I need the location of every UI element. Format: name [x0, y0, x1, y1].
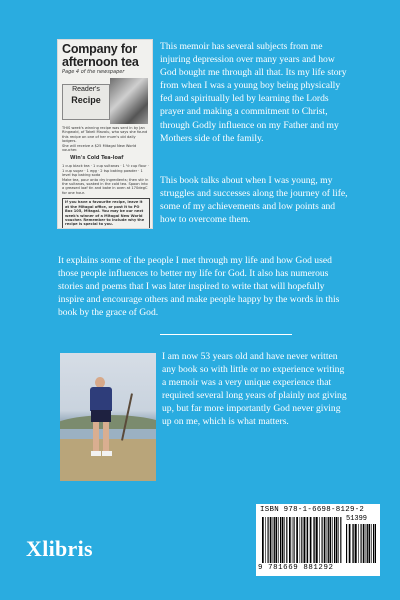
barcode-bar — [324, 517, 326, 563]
barcode-bar — [373, 524, 374, 563]
logo-line1: Reader's — [72, 86, 100, 93]
photo-person-shoe — [102, 451, 112, 456]
barcode-bar — [338, 517, 339, 563]
barcode-bar — [268, 517, 269, 563]
recipe-subhead: Win's Cold Tea-loaf — [70, 155, 124, 162]
photo-person-leg — [93, 422, 99, 452]
recipe-ingredients: 1 cup black tea · 1 cup sultanas · 1 ½ cup flour · 1 cup sugar · 1 egg · 2 tsp baking powder · 1 level tsp baking soda — [62, 164, 149, 178]
barcode-bar — [358, 524, 359, 563]
barcode-bar — [262, 517, 264, 563]
clipping-photo — [110, 78, 148, 124]
barcode-bar — [300, 517, 301, 563]
photo-person-shorts — [91, 410, 111, 422]
barcode-bar — [284, 517, 285, 563]
barcode-bar — [280, 517, 281, 563]
clipping-handwriting: Page 4 of the newspaper — [62, 69, 125, 75]
barcode-bar — [304, 517, 306, 563]
barcode-bar — [340, 517, 341, 563]
barcode-bar — [352, 524, 353, 563]
blurb-paragraph-2: This book talks about when I was young, my struggles and successes along the journey of life, some of my achievements and low points and how to overcome them. — [160, 175, 348, 226]
readers-recipe-logo — [62, 84, 110, 120]
clipping-title: Company for afternoon tea — [62, 42, 139, 69]
barcode-bar — [327, 517, 328, 563]
barcode-bar — [336, 517, 338, 563]
blurb-paragraph-1: This memoir has several subjects from me injuring depression over many years and how God bought me through all that. Its my life story from when I was a young boy being physically fed and spiritually led by learning the Lords prayer and making a commitment to Christ, through Godly influence on my Father and my Mothers side of the family. — [160, 41, 347, 144]
photo-person-shoe — [91, 451, 101, 456]
logo-line2: Recipe — [71, 95, 101, 105]
recipe-box-note: If you have a favourite recipe, leave it at the Mitagai office, or post it to PO Box 105, Mitagai. You may be our next week's winner of a Mitagai New World voucher. Remember to include why the recipe is special to you. — [62, 198, 150, 228]
barcode-bar — [369, 524, 371, 563]
barcode-bar — [270, 517, 272, 563]
clipping-body — [62, 126, 150, 228]
barcode-bar — [296, 517, 298, 563]
publisher-logo: Xlibris — [26, 536, 93, 561]
barcode-bar — [361, 524, 362, 563]
barcode-bar — [301, 517, 302, 563]
barcode-bar — [322, 517, 323, 563]
blurb-paragraph-3: It explains some of the people I met through my life and how God used those people influences to better my life for God. It also has numerous stories and poems that I was later inspired to write that will hopefully inspire and encourage others and make people happy by the words in this book by the grace of God. — [58, 255, 340, 319]
barcode-bar — [313, 517, 314, 563]
barcode-bars-addon — [346, 524, 376, 563]
isbn-barcode — [256, 504, 380, 576]
clipping-intro: THIS week's winning recipe was sent in by Jan Ringwald, of Takeli Mavalu, who says she found this recipe on one of her mum's old daily lodgers. — [62, 126, 148, 144]
barcode-bar — [367, 524, 368, 563]
barcode-bar — [319, 517, 320, 563]
barcode-bar — [278, 517, 279, 563]
barcode-bar — [371, 524, 372, 563]
barcode-bar — [306, 517, 307, 563]
barcode-bar — [265, 517, 266, 563]
photo-person-shirt — [90, 387, 112, 411]
barcode-bar — [330, 517, 332, 563]
clipping-intro2: She will receive a $25 Mitagai New World voucher. — [62, 143, 137, 153]
photo-person-leg — [103, 422, 109, 452]
author-photo — [60, 353, 156, 481]
barcode-bar — [363, 524, 365, 563]
barcode-bar — [355, 524, 357, 563]
blurb-paragraph-4: I am now 53 years old and have never written any book so with little or no experience writing a memoir was a very unique experience that required several long years of plainly not giving up, but far more importantly God never giving up on me, which is what matters. — [162, 351, 347, 428]
barcode-bar — [328, 517, 329, 563]
barcode-bar — [332, 517, 333, 563]
newspaper-clipping — [58, 40, 152, 228]
barcode-bar — [276, 517, 278, 563]
isbn-digits: 9 781669 881292 — [258, 564, 334, 572]
recipe-method: Make tea, pour onto dry ingredients; then stir in the sultanas, soaked in the cold tea. Spoon into a greased loaf tin and bake in oven at 170degC for one hour. — [62, 177, 149, 195]
isbn-label: ISBN 978-1-6698-8129-2 — [260, 506, 365, 514]
barcode-bar — [310, 517, 312, 563]
barcode-bar — [346, 524, 347, 563]
barcode-bars-main — [262, 517, 342, 563]
barcode-bar — [294, 517, 295, 563]
barcode-bar — [349, 524, 351, 563]
barcode-bar — [273, 517, 274, 563]
barcode-bar — [289, 517, 291, 563]
barcode-bar — [286, 517, 287, 563]
barcode-bar — [307, 517, 308, 563]
barcode-bar — [292, 517, 293, 563]
barcode-bar — [353, 524, 354, 563]
barcode-bar — [375, 524, 376, 563]
barcode-bar — [366, 524, 367, 563]
barcode-bar — [274, 517, 275, 563]
divider-line — [160, 334, 292, 335]
barcode-bar — [314, 517, 315, 563]
barcode-bar — [316, 517, 318, 563]
barcode-bar — [282, 517, 284, 563]
barcode-bar — [334, 517, 335, 563]
price-code: 51399 — [346, 515, 368, 523]
